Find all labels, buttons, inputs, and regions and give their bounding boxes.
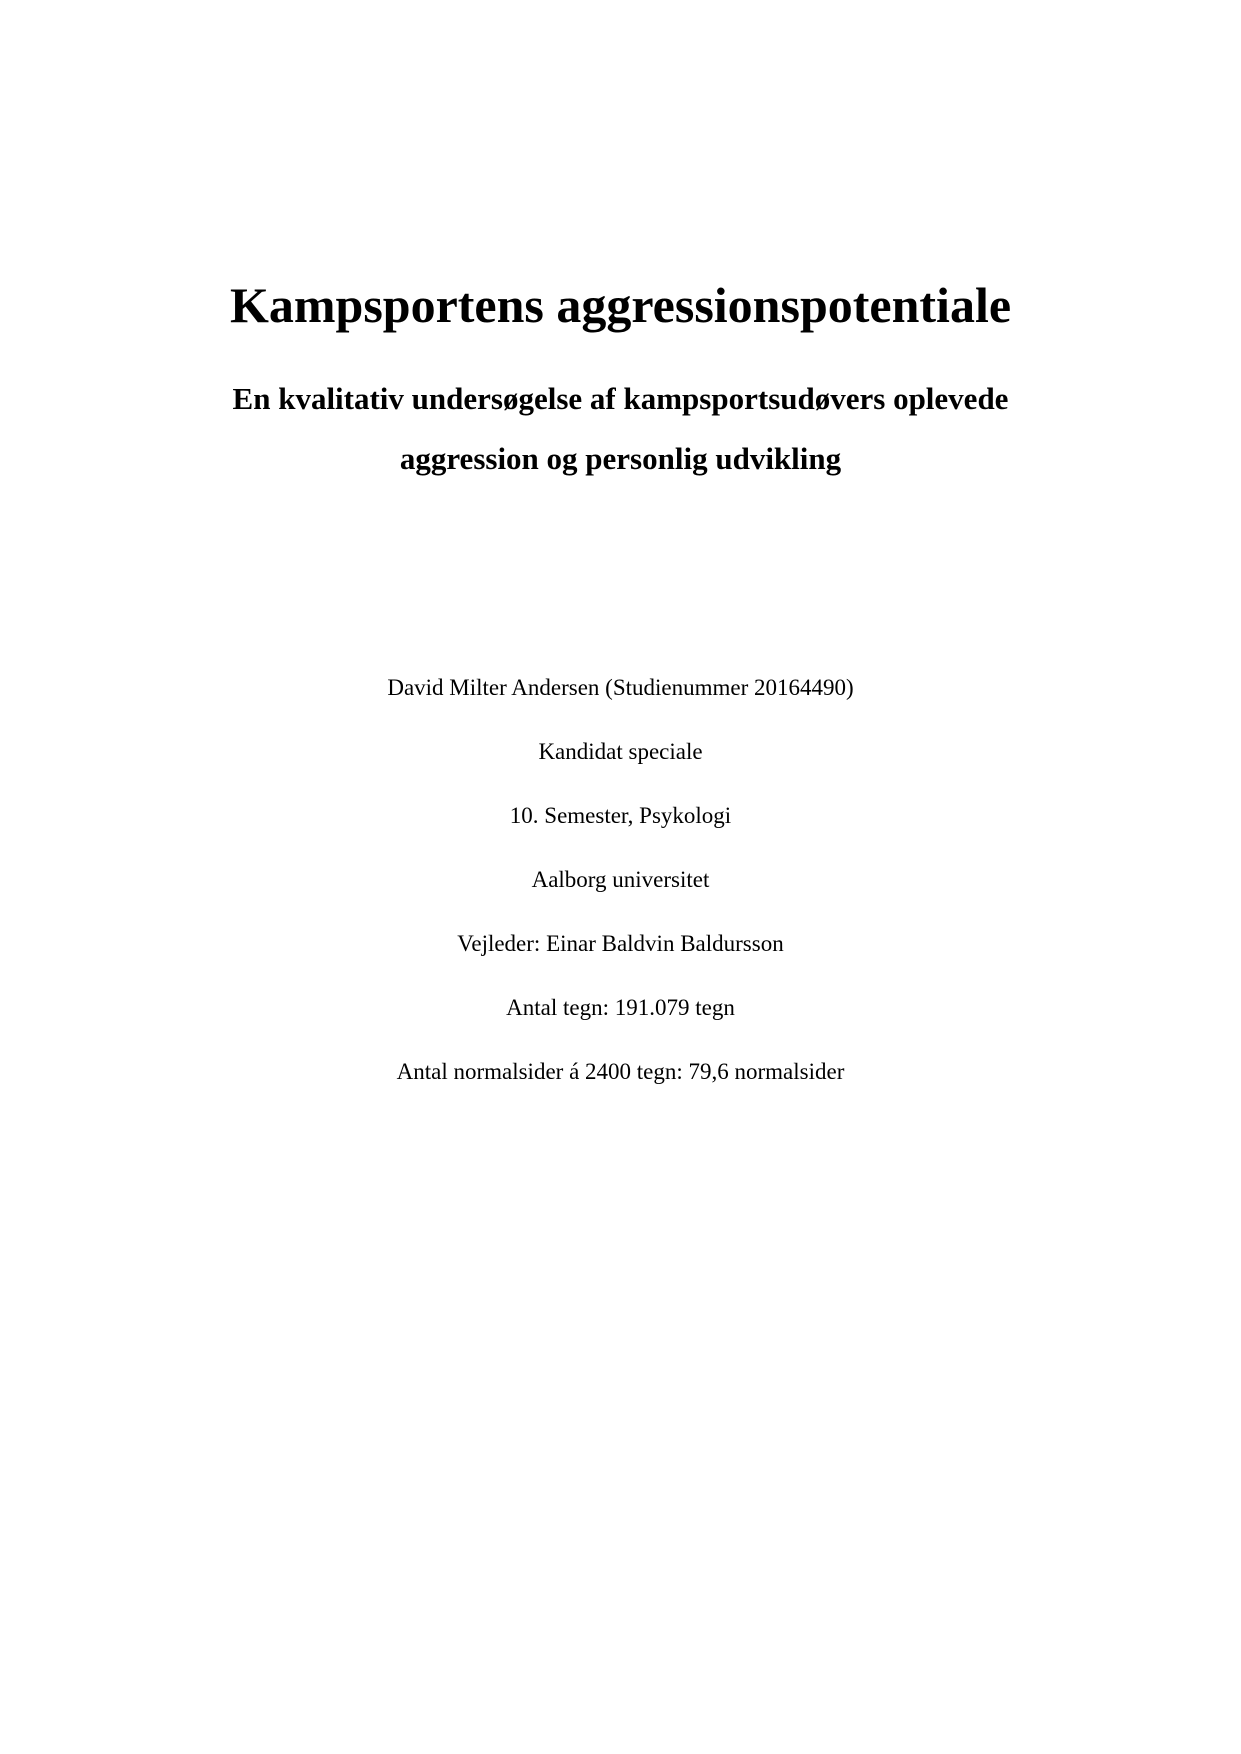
thesis-type: Kandidat speciale	[538, 739, 703, 764]
subtitle-line: aggression og personlig udvikling	[399, 441, 842, 476]
supervisor: Vejleder: Einar Baldvin Baldursson	[457, 931, 784, 956]
semester-and-field: 10. Semester, Psykologi	[509, 803, 732, 828]
university: Aalborg universitet	[531, 867, 710, 892]
document-title: Kampsportens aggressionspotentiale	[229, 277, 1012, 333]
author-name-and-student-number: David Milter Andersen (Studienummer 20164490)	[387, 675, 854, 700]
document-subtitle	[0, 369, 1241, 489]
character-count: Antal tegn: 191.079 tegn	[506, 995, 735, 1020]
subtitle-line: En kvalitativ undersøgelse af kampsportsudøvers oplevede	[232, 381, 1009, 416]
author-info-block	[0, 656, 1241, 1104]
standard-page-count: Antal normalsider á 2400 tegn: 79,6 normalsider	[396, 1059, 845, 1084]
